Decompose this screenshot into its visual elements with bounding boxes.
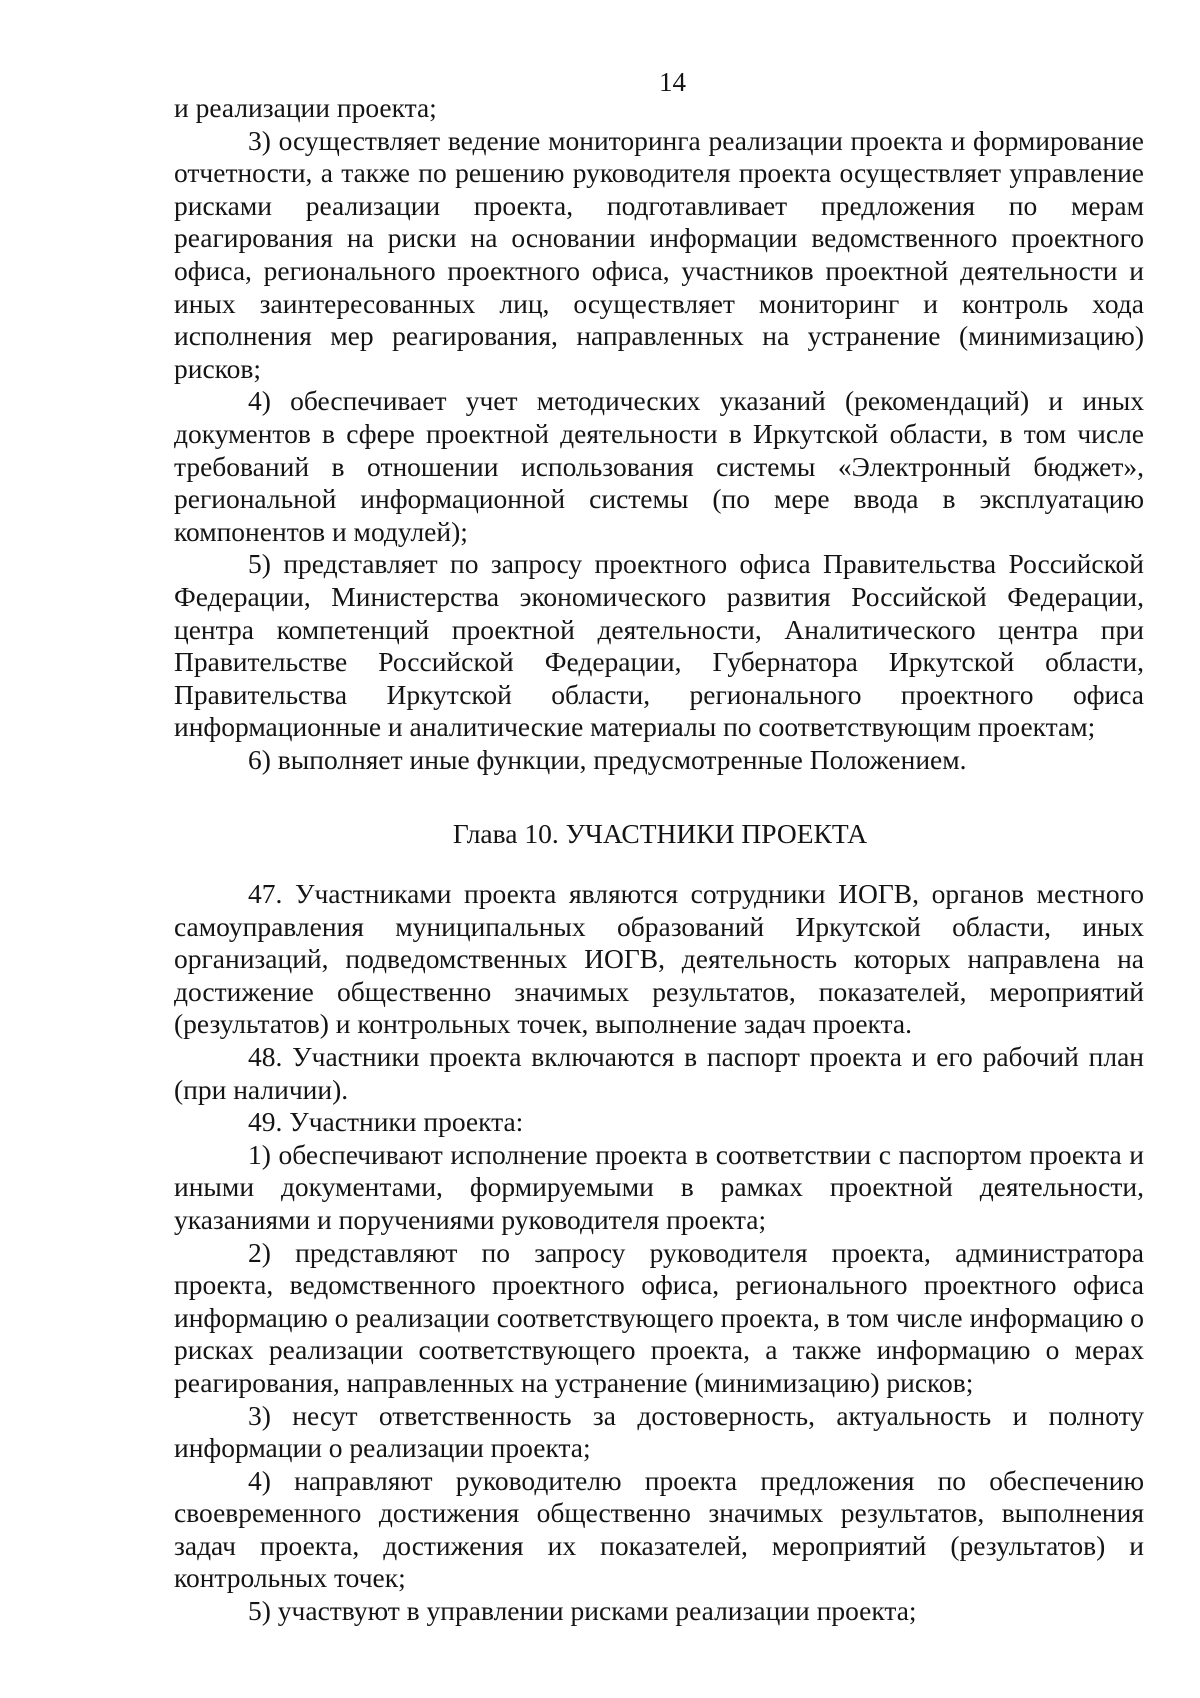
paragraph: 5) участвуют в управлении рисками реализации проекта; bbox=[248, 1595, 917, 1627]
paragraph: 48. Участники проекта включаются в паспорт проекта и его рабочий план (при наличии). bbox=[174, 1040, 1144, 1105]
paragraph: 47. Участниками проекта являются сотрудники ИОГВ, органов местного самоуправления муниципальных образований Иркутской области, иных организаций, подведомственных ИОГВ, деятельность которых направлена на достижение общественно значимых результатов, показателей, мероприятий (результатов) и контрольных точек, выполнение задач проекта. bbox=[174, 878, 1144, 1040]
paragraph: 4) обеспечивает учет методических указаний (рекомендаций) и иных документов в сфере проектной деятельности в Иркутской области, в том числе требований в отношении использования системы «Электронный бюджет», региональной информационной системы (по мере ввода в эксплуатацию компонентов и модулей); bbox=[174, 385, 1144, 547]
chapter-title: Глава 10. УЧАСТНИКИ ПРОЕКТА bbox=[452, 818, 868, 849]
paragraph: 49. Участники проекта: bbox=[248, 1106, 524, 1138]
paragraph: 3) несут ответственность за достоверность, актуальность и полноту информации о реализации проекта; bbox=[174, 1399, 1144, 1464]
paragraph: 5) представляет по запросу проектного офиса Правительства Российской Федерации, Министерства экономического развития Российской Федерации, центра компетенций проектной деятельности, Аналитического центра при Правительстве Российской Федерации, Губернатора Иркутской области, Правительства Иркутской области, регионального проектного офиса информационные и аналитические материалы по соответствующим проектам; bbox=[174, 548, 1144, 743]
text-block-bottom bbox=[174, 878, 1144, 1628]
paragraph: 1) обеспечивают исполнение проекта в соответствии с паспортом проекта и иными документами, формируемыми в рамках проектной деятельности, указаниями и поручениями руководителя проекта; bbox=[174, 1138, 1144, 1235]
paragraph: 2) представляют по запросу руководителя проекта, администратора проекта, ведомственного проектного офиса, регионального проектного офиса информацию о реализации соответствующего проекта, в том числе информацию о рисках реализации соответствующего проекта, а также информацию о мерах реагирования, направленных на устранение (минимизацию) рисков; bbox=[174, 1236, 1144, 1398]
paragraph: 4) направляют руководителю проекта предложения по обеспечению своевременного достижения общественно значимых результатов, выполнения задач проекта, достижения их показателей, мероприятий (результатов) и контрольных точек; bbox=[174, 1464, 1144, 1594]
paragraph: 6) выполняет иные функции, предусмотренные Положением. bbox=[248, 743, 967, 775]
page-number: 14 bbox=[659, 67, 686, 97]
text-block-top bbox=[174, 92, 1144, 776]
paragraph: и реализации проекта; bbox=[174, 92, 437, 123]
paragraph: 3) осуществляет ведение мониторинга реализации проекта и формирование отчетности, а также по решению руководителя проекта осуществляет управление рисками реализации проекта, подготавливает предложения по мерам реагирования на риски на основании информации ведомственного проектного офиса, регионального проектного офиса, участников проектной деятельности и иных заинтересованных лиц, осуществляет мониторинг и контроль хода исполнения мер реагирования, направленных на устранение (минимизацию) рисков; bbox=[174, 124, 1144, 384]
